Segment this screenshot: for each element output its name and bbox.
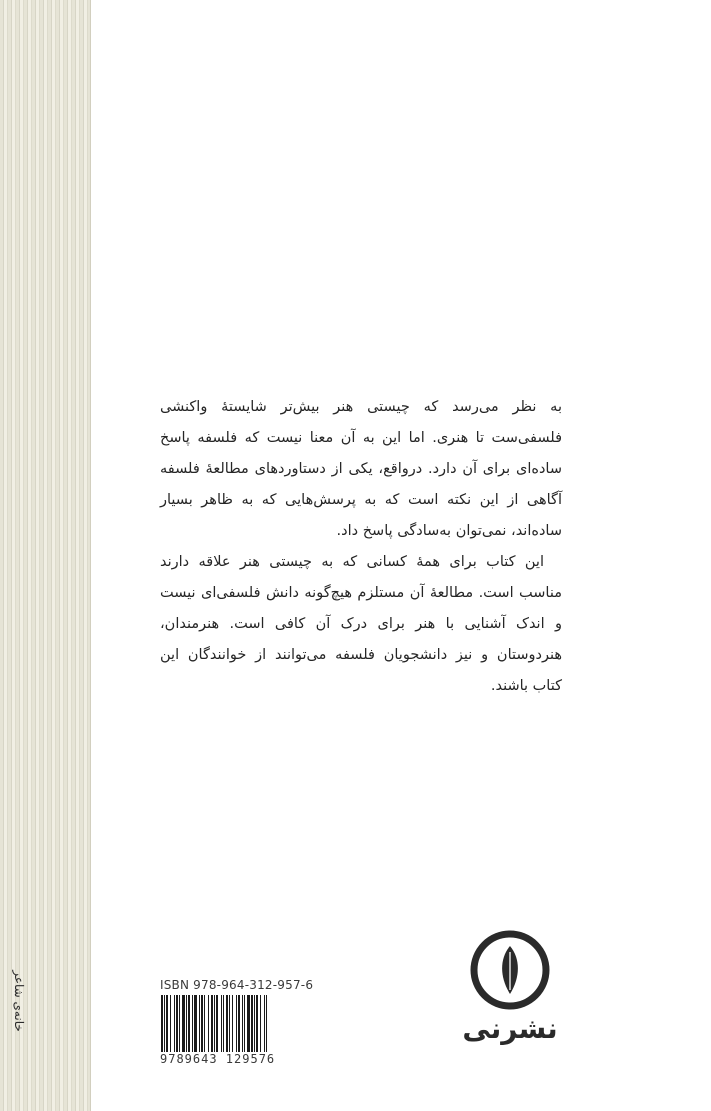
blurb-paragraph-1: به نظر می‌رسد که چیستی هنر بیش‌تر شایستهٔ واکنشی فلسفی‌ست تا هنری. اما این به آن معنا نیست که فلسفه پاسخ ساده‌ای برای آن دارد. درواقع، یکی از دستاوردهای مطالعهٔ فلسفه آگاهی از این نکته است که به پرسش‌هایی که به ظاهر بسیار ساده‌اند، نمی‌توان به‌سادگی پاسخ داد. [160, 399, 562, 539]
publisher-name: نشرنی [462, 1012, 558, 1045]
publisher-logo-icon [468, 928, 552, 1012]
handwritten-signature: خانه‌ی شاعر [12, 970, 26, 1032]
isbn-label: ISBN 978-964-312-957-6 [160, 978, 314, 992]
blurb-paragraph-2: این کتاب برای همهٔ کسانی که به چیستی هنر علاقه دارند مناسب است. مطالعهٔ آن مستلزم هیچ‌گونه دانش فلسفی‌ای نیست و اندک آشنایی با هنر برای درک آن کافی است. هنرمندان، هنردوستان و نیز دانشجویان فلسفه می‌توانند از خوانندگان این کتاب باشند. [160, 554, 562, 694]
back-cover-blurb [160, 392, 562, 702]
barcode-digits: 9789643 129576 [160, 1052, 276, 1066]
barcode-icon [160, 995, 312, 1052]
